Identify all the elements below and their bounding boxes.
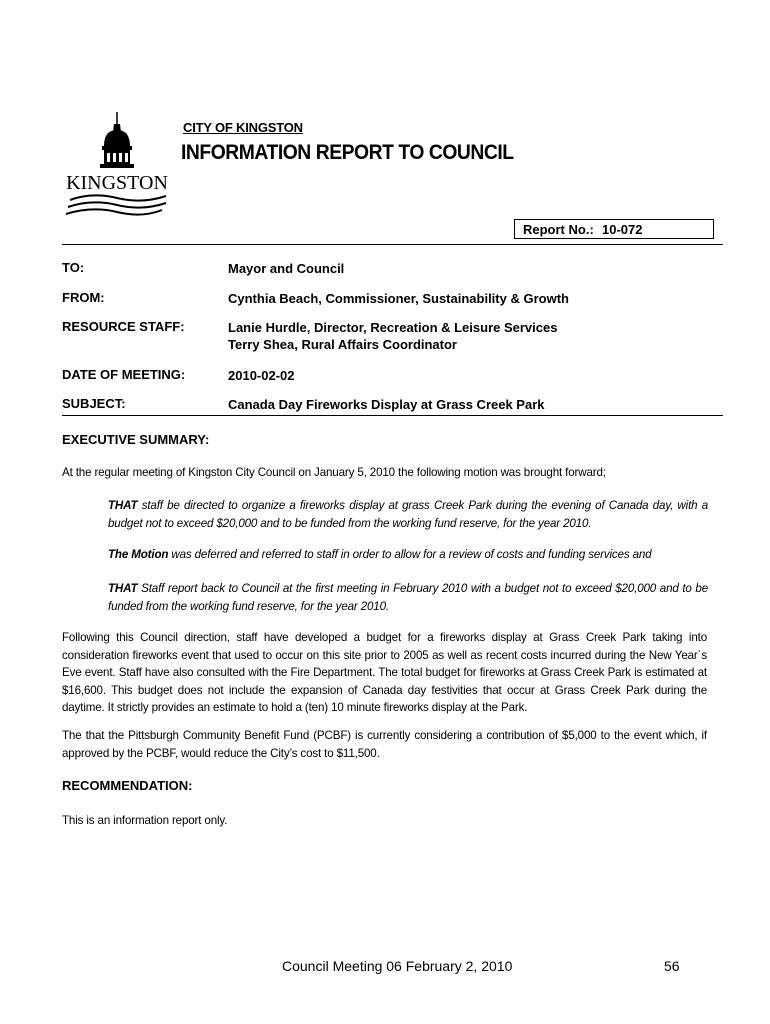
motion-2-lead: The Motion	[108, 548, 169, 561]
resource-staff-value: Lanie Hurdle, Director, Recreation & Leisure Services	[228, 320, 558, 335]
motion-2-text: was deferred and referred to staff in order to allow for a review of costs and funding services and	[168, 548, 652, 561]
resource-staff-value: Terry Shea, Rural Affairs Coordinator	[228, 337, 457, 352]
resource-staff-label: RESOURCE STAFF:	[62, 319, 185, 334]
to-value: Mayor and Council	[228, 261, 345, 276]
resource-staff-values	[228, 319, 557, 353]
city-name: CITY OF KINGSTON	[183, 120, 303, 135]
motion-3	[108, 580, 708, 615]
report-number-value: 10-072	[602, 222, 643, 237]
from-value: Cynthia Beach, Commissioner, Sustainability & Growth	[228, 291, 569, 306]
footer-meeting: Council Meeting 06 February 2, 2010	[282, 958, 513, 974]
date-of-meeting-value: 2010-02-02	[228, 368, 295, 383]
recommendation-heading: RECOMMENDATION:	[62, 778, 193, 793]
budget-paragraph: Following this Council direction, staff have developed a budget for a fireworks display at Grass Creek Park taking into consideration fireworks event that used to occur on this site prior to 2005 as well as recent costs incurred during the New Year`s Eve event. Staff have also consulted with the Fire Department. The total budget for fireworks at Grass Creek Park is estimated at $16,600. This budget does not include the expansion of Canada day festivities that occur at Grass Creek Park during the daytime. It strictly provides an estimate to hold a (ten) 10 minute fireworks display at the Park.	[62, 631, 707, 714]
recommendation-text: This is an information report only.	[62, 814, 228, 827]
motion-2	[108, 546, 708, 564]
pcbf-paragraph: The that the Pittsburgh Community Benefit Fund (PCBF) is currently considering a contribution of $5,000 to the event which, if approved by the PCBF, would reduce the City’s cost to $11,500.	[62, 729, 707, 760]
header-bottom-rule	[62, 415, 723, 416]
header-top-rule	[62, 244, 723, 245]
date-of-meeting-label: DATE OF MEETING:	[62, 367, 186, 382]
city-of-kingston-logo	[62, 110, 172, 220]
motion-1	[108, 497, 708, 532]
report-number-box	[514, 219, 714, 239]
from-label: FROM:	[62, 290, 105, 305]
executive-summary-heading: EXECUTIVE SUMMARY:	[62, 432, 210, 447]
page-number: 56	[664, 958, 680, 974]
motion-3-text: Staff report back to Council at the first meeting in February 2010 with a budget not to exceed $20,000 and to be funded from the working fund reserve, for the year 2010.	[108, 582, 708, 613]
motion-1-text: staff be directed to organize a fireworks display at grass Creek Park during the evening of Canada day, with a budget not to exceed $20,000 and to be funded from the working fund reserve, for the year 2010.	[108, 499, 708, 530]
svg-text:KINGSTON: KINGSTON	[66, 172, 168, 194]
intro-paragraph: At the regular meeting of Kingston City Council on January 5, 2010 the following motion was brought forward;	[62, 466, 606, 479]
report-number-label: Report No.:	[523, 222, 594, 237]
motion-3-lead: THAT	[108, 582, 138, 595]
to-label: TO:	[62, 260, 85, 275]
subject-label: SUBJECT:	[62, 396, 126, 411]
document-title: INFORMATION REPORT TO COUNCIL	[181, 141, 514, 164]
motion-1-lead: THAT	[108, 499, 138, 512]
subject-value: Canada Day Fireworks Display at Grass Creek Park	[228, 397, 545, 412]
